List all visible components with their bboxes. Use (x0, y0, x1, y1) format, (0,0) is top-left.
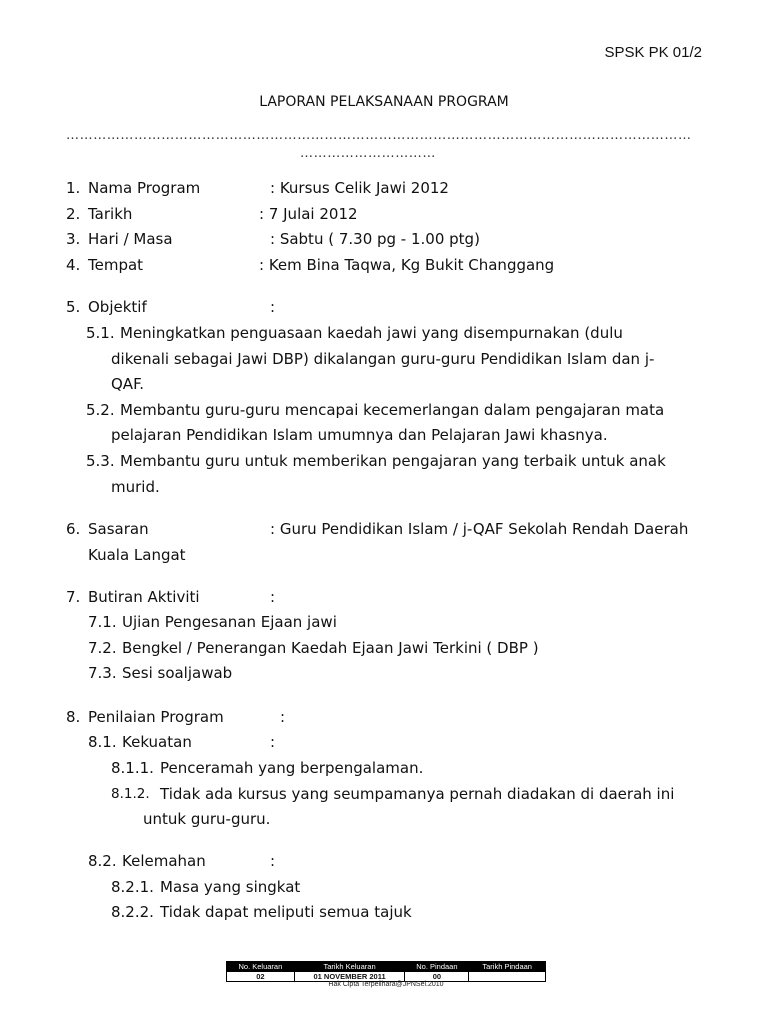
weakness-8-2-1-text: Masa yang singkat (160, 878, 301, 896)
objective-5-3-line2: murid. (111, 478, 160, 496)
value-no-keluaran: 02 (227, 972, 295, 982)
document-title: LAPORAN PELAKSANAAN PROGRAM (259, 94, 509, 110)
strength-8-1-1-text: Penceramah yang berpengalaman. (160, 759, 424, 777)
item-4-label: Tempat (88, 256, 144, 274)
item-3-number: 3. (66, 230, 81, 248)
item-2-number: 2. (66, 205, 81, 223)
evaluation-8-1-number: 8.1. (88, 733, 117, 751)
activity-7-1-text: Ujian Pengesanan Ejaan jawi (122, 613, 337, 631)
evaluation-8-2-label: Kelemahan (122, 852, 206, 870)
strength-8-1-2-text-line2: untuk guru-guru. (143, 810, 271, 828)
control-table-value-row (227, 972, 546, 982)
item-5-label: Objektif (88, 298, 147, 316)
activity-7-2-number: 7.2. (88, 639, 117, 657)
item-3-value: : Sabtu ( 7.30 pg - 1.00 ptg) (270, 230, 480, 248)
activity-7-3-number: 7.3. (88, 664, 117, 682)
item-2-value: : 7 Julai 2012 (259, 205, 358, 223)
objective-5-1-number: 5.1. (86, 324, 115, 342)
item-6-number: 6. (66, 520, 81, 538)
objective-5-1-line1: Meningkatkan penguasaan kaedah jawi yang disempurnakan (dulu (120, 324, 623, 342)
strength-8-1-1-number: 8.1.1. (111, 759, 154, 777)
item-7-label: Butiran Aktiviti (88, 588, 200, 606)
item-5-number: 5. (66, 298, 81, 316)
evaluation-8-2-colon: : (270, 852, 276, 870)
item-4-number: 4. (66, 256, 81, 274)
objective-5-1-line2: dikenali sebagai Jawi DBP) dikalangan guru-guru Pendidikan Islam dan j- (111, 350, 655, 368)
item-1-label: Nama Program (88, 179, 201, 197)
copyright-notice: Hak Cipta Terpelihara@JPNSel.2010 (328, 981, 444, 988)
item-3-label: Hari / Masa (88, 230, 173, 248)
dotted-line-2: ………………………… (300, 146, 436, 161)
activity-7-1-number: 7.1. (88, 613, 117, 631)
item-8-number: 8. (66, 708, 81, 726)
item-4-value: : Kem Bina Taqwa, Kg Bukit Changgang (259, 256, 555, 274)
evaluation-8-1-colon: : (270, 733, 276, 751)
document-control-table (226, 961, 546, 982)
header-no-pindaan: No. Pindaan (405, 962, 469, 972)
weakness-8-2-2-number: 8.2.2. (111, 903, 154, 921)
item-7-number: 7. (66, 588, 81, 606)
item-6-value: : Guru Pendidikan Islam / j-QAF Sekolah Rendah Daerah (270, 520, 689, 538)
objective-5-2-line2: pelajaran Pendidikan Islam umumnya dan Pelajaran Jawi khasnya. (111, 426, 608, 444)
value-tarikh-keluaran: 01 NOVEMBER 2011 (294, 972, 405, 982)
activity-7-2-text: Bengkel / Penerangan Kaedah Ejaan Jawi Terkini ( DBP ) (122, 639, 539, 657)
item-1-number: 1. (66, 179, 81, 197)
item-8-colon: : (280, 708, 286, 726)
activity-7-3-text: Sesi soaljawab (122, 664, 233, 682)
document-code: SPSK PK 01/2 (604, 44, 702, 61)
weakness-8-2-2-text: Tidak dapat meliputi semua tajuk (160, 903, 412, 921)
strength-8-1-2-text: Tidak ada kursus yang seumpamanya pernah diadakan di daerah ini (160, 785, 675, 803)
item-7-colon: : (270, 588, 276, 606)
weakness-8-2-1-number: 8.2.1. (111, 878, 154, 896)
header-tarikh-keluaran: Tarikh Keluaran (294, 962, 405, 972)
item-8-label: Penilaian Program (88, 708, 224, 726)
item-6-value-line2: Kuala Langat (88, 546, 186, 564)
item-5-colon: : (270, 298, 276, 316)
objective-5-3-number: 5.3. (86, 452, 115, 470)
objective-5-1-line3: QAF. (111, 375, 145, 393)
item-6-label: Sasaran (88, 520, 149, 538)
header-no-keluaran: No. Keluaran (227, 962, 295, 972)
item-2-label: Tarikh (88, 205, 133, 223)
objective-5-3-line1: Membantu guru untuk memberikan pengajaran yang terbaik untuk anak (120, 452, 666, 470)
control-table-header-row (227, 962, 546, 972)
strength-8-1-2-number: 8.1.2. (111, 786, 150, 802)
evaluation-8-1-label: Kekuatan (122, 733, 192, 751)
value-tarikh-pindaan (469, 972, 546, 982)
item-1-value: : Kursus Celik Jawi 2012 (270, 179, 449, 197)
header-tarikh-pindaan: Tarikh Pindaan (469, 962, 546, 972)
objective-5-2-line1: Membantu guru-guru mencapai kecemerlangan dalam pengajaran mata (120, 401, 665, 419)
value-no-pindaan: 00 (405, 972, 469, 982)
dotted-line-1: ………………………………………………………………………………………………………………………… (66, 128, 692, 143)
objective-5-2-number: 5.2. (86, 401, 115, 419)
evaluation-8-2-number: 8.2. (88, 852, 117, 870)
